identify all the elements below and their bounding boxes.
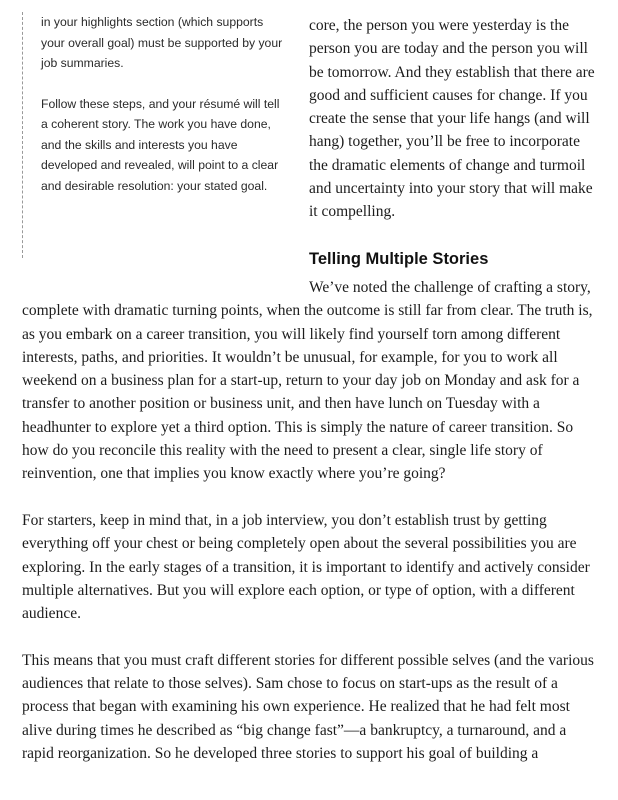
body-paragraph-1: We’ve noted the challenge of crafting a story, complete with dramatic turning points, when the outcome is still far from clear. The truth is, as you embark on a career transition, you will likely find yourself torn among different interests, paths, and priorities. It wouldn’t be unusual, for example, for you to work all weekend on a business plan for a start-up, return to your day job on Monday and ask for a transfer to another position or business unit, and then have lunch on Tuesday with a headhunter to explore yet a third option. This is simply the nature of career transition. So how do you reconcile this reality with the need to present a clear, single life story of reinvention, one that implies you know exactly where you’re going? bbox=[22, 279, 593, 483]
sidebar-callout bbox=[22, 12, 284, 258]
section-heading: Telling Multiple Stories bbox=[309, 250, 489, 268]
right-column-text bbox=[309, 14, 601, 224]
right-column-paragraph: core, the person you were yesterday is the person you are today and the person you will be tomorrow. And they establish that there are good and sufficient causes for change. If you create the sense that your life hangs (and will hang) together, you’ll be free to incorporate the dramatic elements of change and turmoil and uncertainty into your story that will make it compelling. bbox=[309, 17, 595, 221]
sidebar-paragraph-1: in your highlights section (which supports your overall goal) must be supported by your job summaries. bbox=[41, 15, 283, 70]
section-body bbox=[22, 276, 598, 789]
body-paragraph-3: This means that you must craft different stories for different possible selves (and the various audiences that relate to those selves). Sam chose to focus on start-ups as the result of a process that began with examining his own experience. He realized that he had felt most alive during times he described as “big change fast”—a bankruptcy, a turnaround, and a rapid reorganization. So he developed three stories to support his goal of building a bbox=[22, 651, 594, 762]
body-paragraph-2: For starters, keep in mind that, in a job interview, you don’t establish trust by getting everything off your chest or being completely open about the several possibilities you are exploring. In the early stages of a transition, it is important to identify and actively consider multiple alternatives. But you will explore each option, or type of option, with a different audience. bbox=[22, 511, 590, 623]
sidebar-paragraph-2: Follow these steps, and your résumé will tell a coherent story. The work you have done, and the skills and interests you have developed and revealed, will point to a clear and desirable resolution: your stated goal. bbox=[41, 96, 280, 193]
